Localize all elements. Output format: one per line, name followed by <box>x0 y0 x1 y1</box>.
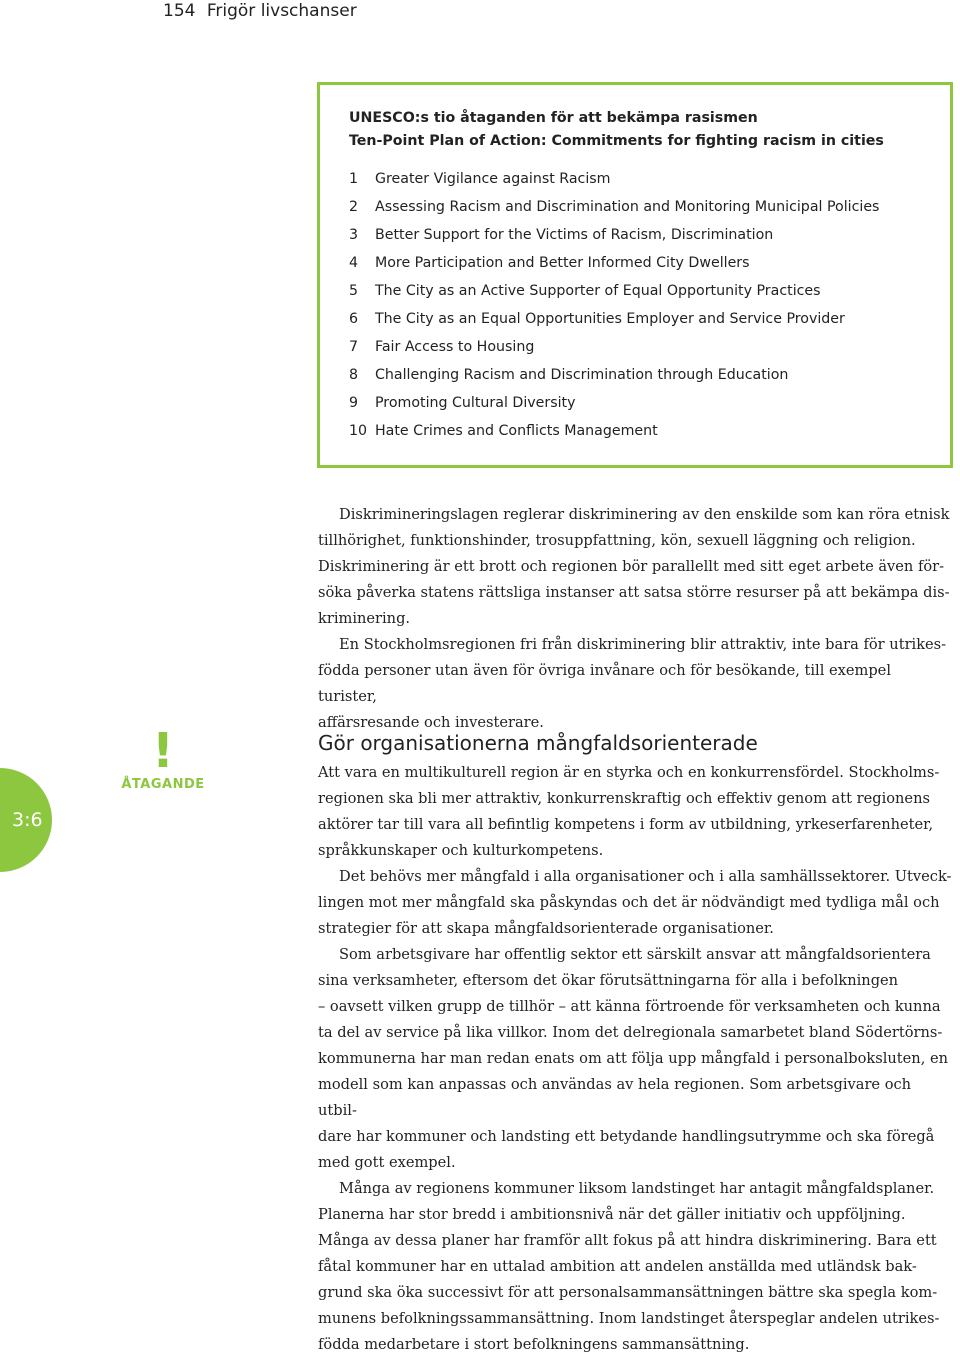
item-number: 3 <box>349 227 359 243</box>
commitment-label: ÅTAGANDE <box>121 777 205 792</box>
text-line: Planerna har stor bredd i ambitionsnivå när det gäller initiativ och uppföljning. <box>318 1206 906 1223</box>
item-number: 8 <box>349 367 359 383</box>
item-text: Promoting Cultural Diversity <box>375 395 576 411</box>
list-item <box>349 221 879 249</box>
text-line: språkkunskaper och kulturkompetens. <box>318 842 604 859</box>
paragraph <box>318 632 954 736</box>
intro-text <box>318 502 954 736</box>
text-line: med gott exempel. <box>318 1154 456 1171</box>
text-line: strategier för att skapa mångfaldsorienterade organisationer. <box>318 920 774 937</box>
paragraph <box>318 502 954 632</box>
text-line: födda personer utan även för övriga invånare och för besökande, till exempel turister, <box>318 662 891 705</box>
text-line: Många av dessa planer har framför allt fokus på att hindra diskriminering. Bara ett <box>318 1232 937 1249</box>
paragraph <box>318 760 954 864</box>
paragraph <box>318 942 954 1176</box>
book-title: Frigör livschanser <box>206 1 357 21</box>
item-text: Hate Crimes and Conflicts Management <box>375 423 658 439</box>
list-item <box>349 333 879 361</box>
text-line: En Stockholmsregionen fri från diskriminering blir attraktiv, inte bara för utrikes- <box>339 636 947 653</box>
text-line: lingen mot mer mångfald ska påskyndas och det är nödvändigt med tydliga mål och <box>318 894 940 911</box>
text-line: Många av regionens kommuner liksom landstinget har antagit mångfaldsplaner. <box>339 1180 935 1197</box>
list-item <box>349 389 879 417</box>
text-line: söka påverka statens rättsliga instanser att satsa större resurser på att bekämpa dis- <box>318 584 950 601</box>
item-number: 2 <box>349 199 359 215</box>
item-number: 1 <box>349 171 359 187</box>
item-text: Better Support for the Victims of Racism, Discrimination <box>375 227 774 243</box>
list-item <box>349 417 879 445</box>
text-line: fåtal kommuner har en uttalad ambition att andelen anställda med utländsk bak- <box>318 1258 917 1275</box>
item-number: 9 <box>349 395 359 411</box>
list-item <box>349 165 879 193</box>
section-heading: Gör organisationerna mångfaldsorienterade <box>318 731 758 755</box>
box-title-swedish: UNESCO:s tio åtaganden för att bekämpa rasismen <box>349 110 758 126</box>
text-line: Som arbetsgivare har offentlig sektor ett särskilt ansvar att mångfaldsorientera <box>339 946 931 963</box>
list-item <box>349 361 879 389</box>
list-item <box>349 193 879 221</box>
text-line: grund ska öka successivt för att personalsammansättningen bättre ska spegla kom- <box>318 1284 938 1301</box>
text-line: kriminering. <box>318 610 411 627</box>
text-line: födda medarbetare i stort befolkningens sammansättning. <box>318 1336 750 1353</box>
item-text: The City as an Active Supporter of Equal Opportunity Practices <box>375 283 821 299</box>
running-head <box>163 0 357 22</box>
unesco-box <box>317 82 953 468</box>
item-number: 5 <box>349 283 359 299</box>
commitment-number: 3:6 <box>12 809 43 831</box>
text-line: Att vara en multikulturell region är en styrka och en konkurrensfördel. Stockholms- <box>318 764 940 781</box>
commitment-marker <box>121 723 205 792</box>
list-item <box>349 277 879 305</box>
box-title-english: Ten-Point Plan of Action: Commitments for fighting racism in cities <box>349 133 884 149</box>
text-line: ta del av service på lika villkor. Inom det delregionala samarbetet bland Södertörns- <box>318 1024 943 1041</box>
text-line: aktörer tar till vara all befintlig kompetens i form av utbildning, yrkeserfarenheter, <box>318 816 934 833</box>
item-number: 10 <box>349 423 368 439</box>
section-body <box>318 760 954 1358</box>
item-text: The City as an Equal Opportunities Employer and Service Provider <box>375 311 845 327</box>
text-line: Diskrimineringslagen reglerar diskriminering av den enskilde som kan röra etnisk <box>339 506 950 523</box>
page-number: 154 <box>163 1 196 21</box>
list-item <box>349 249 879 277</box>
item-number: 7 <box>349 339 359 355</box>
text-line: kommunerna har man redan enats om att följa upp mångfald i personalboksluten, en <box>318 1050 949 1067</box>
text-line: regionen ska bli mer attraktiv, konkurrenskraftig och effektiv genom att regionens <box>318 790 930 807</box>
text-line: – oavsett vilken grupp de tillhör – att känna förtroende för verksamheten och kunna <box>318 998 941 1015</box>
exclamation-icon: ! <box>152 723 174 779</box>
item-text: Assessing Racism and Discrimination and Monitoring Municipal Policies <box>375 199 880 215</box>
commitments-list <box>349 165 879 445</box>
item-number: 6 <box>349 311 359 327</box>
text-line: sina verksamheter, eftersom det ökar förutsättningarna för alla i befolkningen <box>318 972 899 989</box>
text-line: dare har kommuner och landsting ett betydande handlingsutrymme och ska föregå <box>318 1128 935 1145</box>
text-line: Diskriminering är ett brott och regionen bör parallellt med sitt eget arbete även för- <box>318 558 945 575</box>
text-line: Det behövs mer mångfald i alla organisationer och i alla samhällssektorer. Utveck- <box>339 868 952 885</box>
item-text: Fair Access to Housing <box>375 339 535 355</box>
paragraph <box>318 864 954 942</box>
item-text: Challenging Racism and Discrimination through Education <box>375 367 789 383</box>
text-line: modell som kan anpassas och användas av hela regionen. Som arbetsgivare och utbil- <box>318 1076 912 1119</box>
text-line: affärsresande och investerare. <box>318 714 544 731</box>
item-number: 4 <box>349 255 359 271</box>
paragraph <box>318 1176 954 1358</box>
text-line: munens befolkningssammansättning. Inom landstinget återspeglar andelen utrikes- <box>318 1310 940 1327</box>
list-item <box>349 305 879 333</box>
item-text: More Participation and Better Informed City Dwellers <box>375 255 750 271</box>
item-text: Greater Vigilance against Racism <box>375 171 611 187</box>
text-line: tillhörighet, funktionshinder, trosuppfattning, kön, sexuell läggning och religion. <box>318 532 916 549</box>
